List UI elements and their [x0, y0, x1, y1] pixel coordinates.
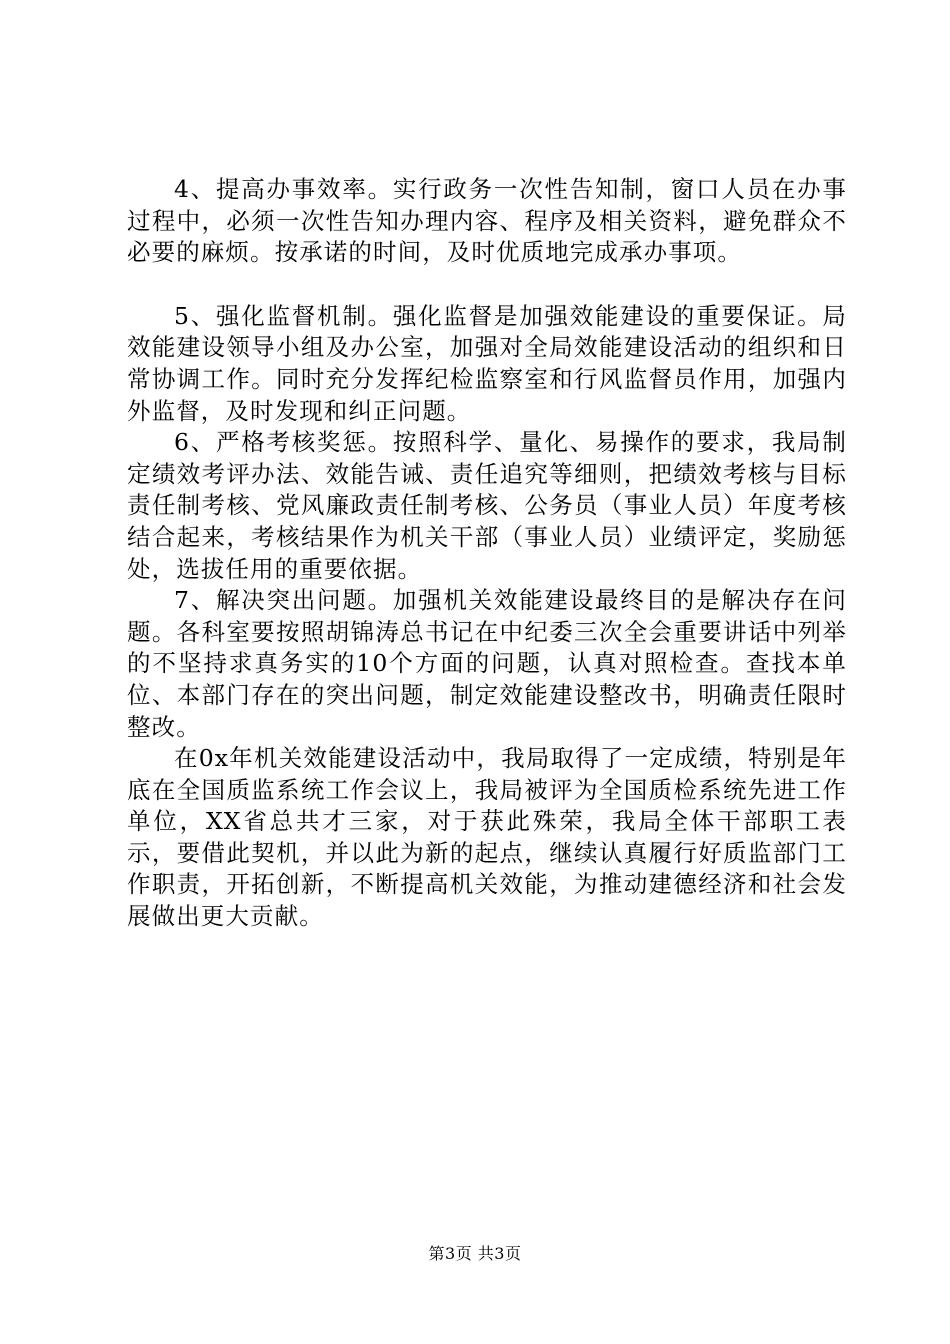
page-number-footer: 第3页 共3页 — [428, 1244, 522, 1263]
paragraph-assessment-rewards: 6、严格考核奖惩。按照科学、量化、易操作的要求，我局制定绩效考评办法、效能告诫、责任追究等细则，把绩效考核与目标责任制考核、党风廉政责任制考核、公务员（事业人员）年度考核结合起来，考核结果作为机关干部（事业人员）业绩评定，奖励惩处，选拔任用的重要依据。 — [127, 428, 847, 583]
paragraph-achievements: 在0x年机关效能建设活动中，我局取得了一定成绩，特别是年底在全国质监系统工作会议上，我局被评为全国质检系统先进工作单位，XX省总共才三家，对于获此殊荣，我局全体干部职工表示，要借此契机，并以此为新的起点，继续认真履行好质监部门工作职责，开拓创新，不断提高机关效能，为推动建德经济和社会发展做出更大贡献。 — [127, 744, 847, 931]
paragraph-solve-problems: 7、解决突出问题。加强机关效能建设最终目的是解决存在问题。各科室要按照胡锦涛总书记在中纪委三次全会重要讲话中列举的不坚持求真务实的10个方面的问题，认真对照检查。查找本单位、本部门存在的突出问题，制定效能建设整改书，明确责任限时整改。 — [127, 586, 847, 741]
paragraph-improve-efficiency: 4、提高办事效率。实行政务一次性告知制，窗口人员在办事过程中，必须一次性告知办理内容、程序及相关资料，避免群众不必要的麻烦。按承诺的时间，及时优质地完成承办事项。 — [127, 175, 847, 267]
document-body — [127, 174, 847, 933]
paragraph-supervision-mechanism: 5、强化监督机制。强化监督是加强效能建设的重要保证。局效能建设领导小组及办公室，加强对全局效能建设活动的组织和日常协调工作。同时充分发挥纪检监察室和行风监督员作用，加强内外监督，及时发现和纠正问题。 — [127, 301, 847, 425]
